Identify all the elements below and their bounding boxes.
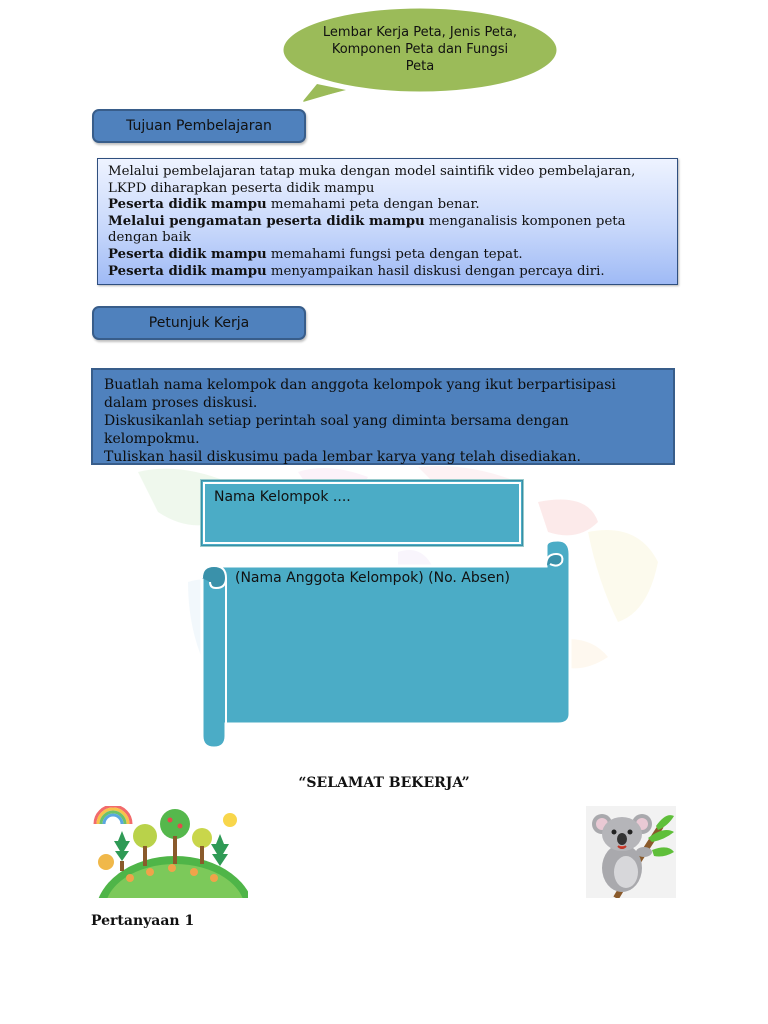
objective-item: Peserta didik mampu memahami fungsi peta dengan tepat. [108, 246, 523, 262]
learning-objectives-box [97, 158, 678, 285]
koala-illustration-icon [586, 806, 676, 898]
tab-learning-objectives-label: Tujuan Pembelajaran [126, 118, 272, 134]
work-instructions-box [91, 368, 675, 465]
members-label: (Nama Anggota Kelompok) (No. Absen) [235, 570, 511, 586]
instruction-line: Tuliskan hasil diskusimu pada lembar karya yang telah disediakan. [104, 449, 581, 465]
tab-work-instructions-label: Petunjuk Kerja [148, 315, 250, 331]
tab-work-instructions [92, 306, 306, 340]
objective-item: Peserta didik mampu menyampaikan hasil diskusi dengan percaya diri. [108, 263, 605, 279]
greeting-text: “SELAMAT BEKERJA” [298, 775, 470, 791]
earth-nature-illustration-icon [90, 806, 248, 898]
members-scroll [196, 536, 576, 756]
objective-item: Peserta didik mampu memahami peta dengan benar. [108, 197, 480, 213]
question-heading: Pertanyaan 1 [91, 913, 195, 929]
objective-item: Melalui pengamatan peserta didik mampu menganalisis komponen peta dengan baik [108, 213, 626, 246]
worksheet-title: Lembar Kerja Peta, Jenis Peta, Komponen Peta dan Fungsi Peta [322, 25, 518, 74]
group-name-label: Nama Kelompok .... [214, 489, 351, 505]
instruction-line: Diskusikanlah setiap perintah soal yang diminta bersama dengan kelompokmu. [104, 413, 569, 447]
instruction-line: Buatlah nama kelompok dan anggota kelompok yang ikut berpartisipasi dalam proses diskusi. [104, 377, 616, 411]
objectives-intro: Melalui pembelajaran tatap muka dengan model saintifik video pembelajaran, LKPD diharapkan peserta didik mampu [108, 164, 636, 196]
tab-learning-objectives [92, 109, 306, 143]
